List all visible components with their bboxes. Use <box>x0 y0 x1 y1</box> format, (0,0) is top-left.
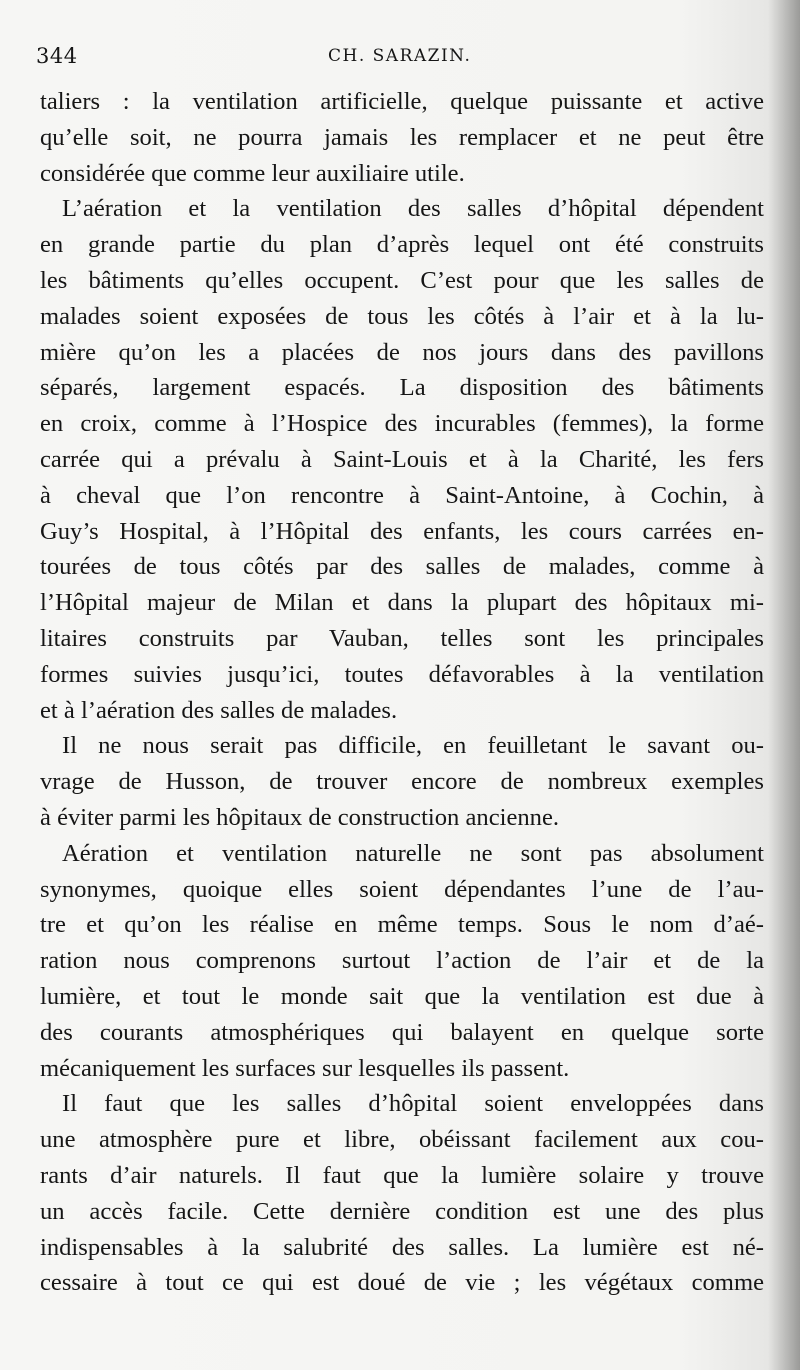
text-line: mière qu’on les a placées de nos jours dans des pavillons <box>40 338 764 366</box>
text-line: Aération et ventilation naturelle ne sont pas absolument <box>62 839 764 867</box>
body-text <box>40 84 764 1301</box>
text-line: à éviter parmi les hôpitaux de construction ancienne. <box>40 803 560 831</box>
running-head <box>36 44 760 76</box>
text-line: litaires construits par Vauban, telles sont les principales <box>40 624 764 652</box>
text-line: ration nous comprenons surtout l’action de l’air et de la <box>40 947 764 975</box>
text-line: en croix, comme à l’Hospice des incurables (femmes), la forme <box>40 410 764 438</box>
text-line: lumière, et tout le monde sait que la ventilation est due à <box>40 982 764 1010</box>
text-line: Guy’s Hospital, à l’Hôpital des enfants, les cours carrées en- <box>40 517 764 545</box>
text-line: et à l’aération des salles de malades. <box>40 696 398 724</box>
text-line: indispensables à la salubrité des salles. La lumière est né- <box>40 1233 764 1261</box>
text-line: carrée qui a prévalu à Saint-Louis et à la Charité, les fers <box>40 445 764 473</box>
text-line: une atmosphère pure et libre, obéissant facilement aux cou- <box>40 1126 764 1154</box>
text-line: L’aération et la ventilation des salles d’hôpital dépendent <box>62 195 764 223</box>
text-line: considérée que comme leur auxiliaire utile. <box>40 159 465 187</box>
text-line: formes suivies jusqu’ici, toutes défavorables à la ventilation <box>40 660 764 688</box>
page-number: 344 <box>36 44 78 68</box>
text-line: cessaire à tout ce qui est doué de vie ; les végétaux comme <box>40 1269 764 1297</box>
text-line: séparés, largement espacés. La disposition des bâtiments <box>40 374 764 402</box>
text-line: Il faut que les salles d’hôpital soient enveloppées dans <box>62 1090 764 1118</box>
text-line: en grande partie du plan d’après lequel ont été construits <box>40 231 764 259</box>
text-line: à cheval que l’on rencontre à Saint-Antoine, à Cochin, à <box>40 481 764 509</box>
text-line: malades soient exposées de tous les côtés à l’air et à la lu- <box>40 302 764 330</box>
text-line: des courants atmosphériques qui balayent en quelque sorte <box>40 1018 764 1046</box>
text-line: qu’elle soit, ne pourra jamais les remplacer et ne peut être <box>40 123 764 151</box>
text-line: un accès facile. Cette dernière condition est une des plus <box>40 1197 764 1225</box>
text-line: tre et qu’on les réalise en même temps. Sous le nom d’aé- <box>40 911 764 939</box>
text-line: les bâtiments qu’elles occupent. C’est pour que les salles de <box>40 266 764 294</box>
text-line: l’Hôpital majeur de Milan et dans la plupart des hôpitaux mi- <box>40 589 764 617</box>
text-line: mécaniquement les surfaces sur lesquelles ils passent. <box>40 1054 570 1082</box>
text-line: rants d’air naturels. Il faut que la lumière solaire y trouve <box>40 1161 764 1189</box>
text-line: vrage de Husson, de trouver encore de nombreux exemples <box>40 768 764 796</box>
text-line: Il ne nous serait pas difficile, en feuilletant le savant ou- <box>62 732 764 760</box>
text-line: synonymes, quoique elles soient dépendantes l’une de l’au- <box>40 875 764 903</box>
running-title: CH. SARAZIN. <box>328 46 472 66</box>
text-line: taliers : la ventilation artificielle, quelque puissante et active <box>40 88 764 115</box>
text-line: tourées de tous côtés par des salles de malades, comme à <box>40 553 764 581</box>
